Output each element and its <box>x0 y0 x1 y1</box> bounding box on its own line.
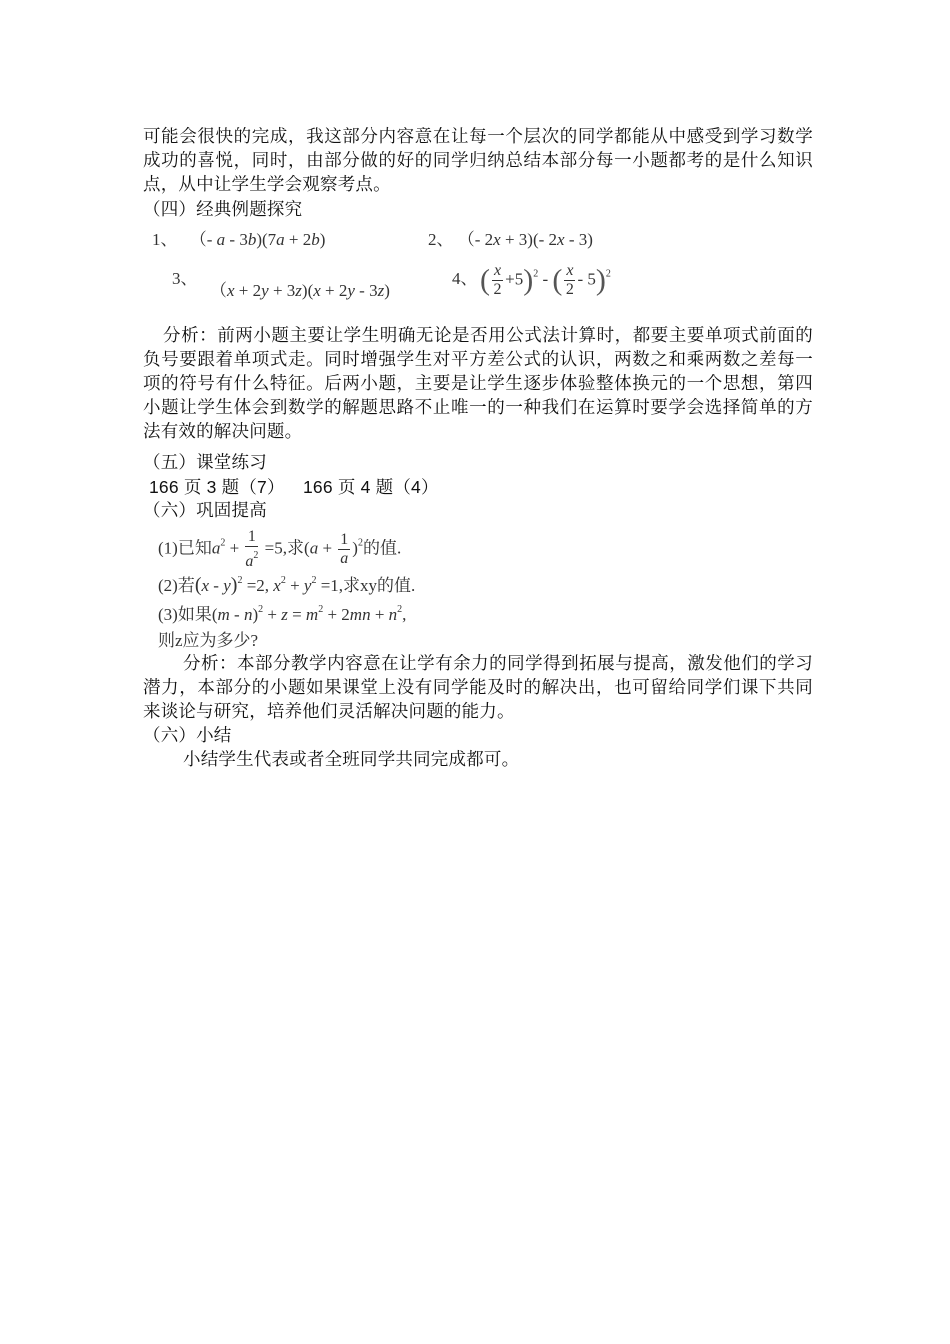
summary-text: 小结学生代表或者全班同学共同完成都可。 <box>183 750 520 770</box>
intro-paragraph: 可能会很快的完成，我这部分内容意在让每一个层次的同学都能从中感受到学习数学成功的喜悦，同时，由部分做的好的同学归纳总结本部分每一小题都考的是什么知识点，从中让学生学会观察考点。 <box>143 127 813 195</box>
example-4-label: 4、 <box>452 269 478 288</box>
example-3-label: 3、 <box>172 269 198 288</box>
section-4-analysis: 分析：前两小题主要让学生明确无论是否用公式法计算时，都要主要单项式前面的负号要跟着单项式走。同时增强学生对平方差公式的认识，两数之和乘两数之差每一项的符号有什么特征。后两小题，主要是让学生逐步体验整体换元的一个思想，第四小题让学生体会到数学的解题思路不止唯一的一种我们在运算时要学会选择简单的方法有效的解决问题。 <box>143 326 813 442</box>
section-5-heading: （五）课堂练习 <box>143 453 267 473</box>
example-3: （x + 2y + 3z)(x + 2y - 3z) <box>210 281 390 300</box>
section-7-heading: （六）小结 <box>143 726 232 746</box>
problem-3-follow: 则z应为多少? <box>158 631 259 650</box>
example-1: 1、 （- a - 3b)(7a + 2b) <box>152 230 326 249</box>
problem-1: (1)已知$a^2$ + $\frac{1}{a^2}$ =5,求(a + $\frac{1}{a}$ )$^2$的值. <box>158 528 402 570</box>
section-6-analysis: 分析：本部分教学内容意在让学有余力的同学得到拓展与提高，激发他们的学习潜力，本部分的小题如果课堂上没有同学能及时的解决出，也可留给同学们课下共同来谈论与研究，培养他们灵活解决问题的能力。 <box>143 654 813 722</box>
example-4: ( $\frac{x}{2}$ +5)$^2$ - ( $\frac{x}{2}$ - 5)$^2$ <box>480 262 611 298</box>
example-1-label: 1、 <box>152 230 178 249</box>
example-2-label: 2、 <box>428 230 454 249</box>
section-6-heading: （六）巩固提高 <box>143 501 267 521</box>
exercise-1: 166 页 3 题（7） <box>149 477 285 497</box>
section-4-heading: （四）经典例题探究 <box>143 200 303 220</box>
example-2: 2、 （- 2x + 3)(- 2x - 3) <box>428 230 593 249</box>
problem-3: (3)如果$(m - n)^2 + z = m^2 + 2mn + n^2$, <box>158 604 407 624</box>
problem-2: (2)若(x - y)$^2$ =2, $x^2 + y^2 =1$,求xy的值. <box>158 574 416 596</box>
exercise-2: 166 页 4 题（4） <box>303 477 439 497</box>
